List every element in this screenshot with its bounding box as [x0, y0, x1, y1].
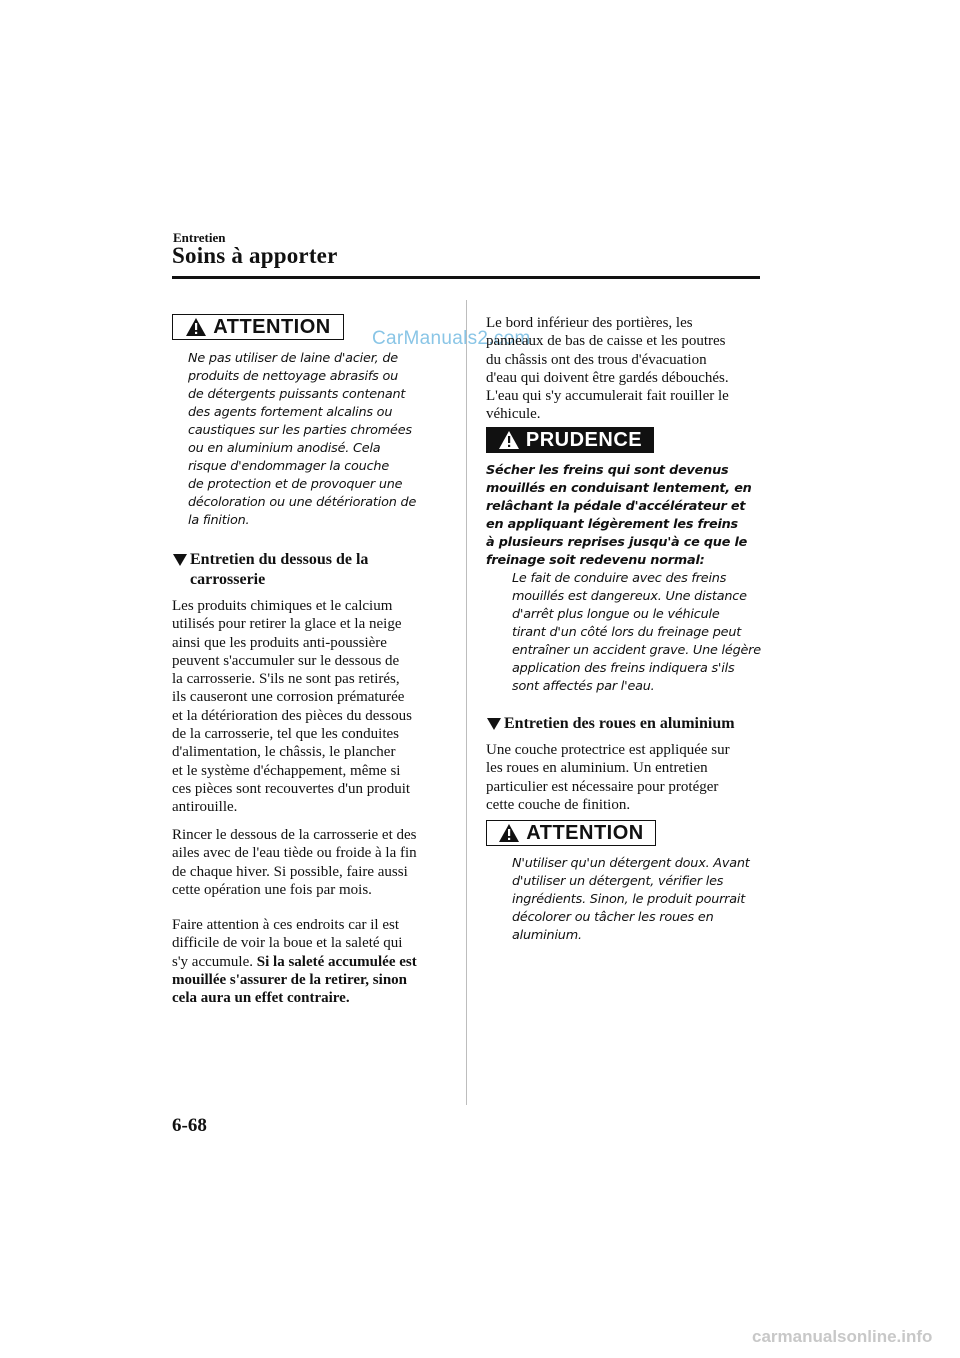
paragraph-aluminium-wheels: Une couche protectrice est appliquée sur les roues en aluminium. Un entretien particulier est nécessaire pour protéger cette couche de finition. — [486, 742, 730, 813]
column-divider — [466, 300, 467, 1105]
paragraph-drain-holes: Le bord inférieur des portières, les panneaux de bas de caisse et les poutres du châssis ont des trous d'évacuation d'eau qui doivent être gardés débouchés. L'eau qui s'y accumulerait fait rouiller le véhicule. — [486, 315, 729, 423]
attention-text-left: Ne pas utiliser de laine d'acier, de produits de nettoyage abrasifs ou de détergents puissants contenant des agents fortement alcalins ou caustiques sur les parties chromées ou en aluminium anodisé. Cela risque d'endommager la couche de protection et de provoquer une décoloration ou une détérioration de la finition. — [188, 351, 417, 528]
section-triangle-icon — [173, 554, 187, 566]
attention-text-right: N'utiliser qu'un détergent doux. Avant d'utiliser un détergent, vérifier les ingrédients. Sinon, le produit pourrait décolorer ou tâcher les roues en aluminium. — [512, 856, 750, 943]
watermark-top: CarManuals2.com — [372, 328, 531, 349]
prudence-label: PRUDENCE — [525, 428, 643, 451]
paragraph-underbody-3-bold: Si la saleté accumulée est mouillée s'assurer de la retirer, sinon cela aura un effet contraire. — [172, 953, 417, 1007]
page-title: Soins à apporter — [172, 243, 338, 268]
attention-box-left — [172, 314, 344, 340]
section-label: Entretien — [173, 230, 226, 245]
warning-triangle-icon — [498, 430, 520, 450]
page-number: 6-68 — [172, 1115, 207, 1136]
section-triangle-icon — [487, 718, 501, 730]
prudence-box — [486, 427, 654, 453]
section-heading-underbody: Entretien du dessous de la carrosserie — [190, 551, 369, 588]
prudence-text: Le fait de conduire avec des freins mouillés est dangereux. Une distance d'arrêt plus longue ou le véhicule tirant d'un côté lors du freinage peut entraîner un accident grave. Une légère application des freins indiquera s'ils sont affectés par l'eau. — [512, 571, 761, 694]
header-rule — [172, 276, 760, 279]
warning-triangle-icon — [498, 823, 520, 843]
paragraph-underbody-1: Les produits chimiques et le calcium utilisés pour retirer la glace et la neige ainsi que les produits anti-poussière peuvent s'accumuler sur le dessous de la carrosserie. S'ils ne sont pas retirés, ils causeront une corrosion prématurée et la détérioration des pièces du dessous de la carrosserie, tel que les conduites d'alimentation, le châssis, le plancher et le système d'échappement, même si ces pièces sont recouvertes d'un produit antirouille. — [172, 598, 412, 816]
prudence-bold-text: Sécher les freins qui sont devenus mouillés en conduisant lentement, en relâchant la pédale d'accélérateur et en appliquant légèrement les freins à plusieurs reprises jusqu'à ce que le freinage soit redevenu normal: — [486, 463, 752, 568]
warning-triangle-icon — [185, 317, 207, 337]
section-heading-aluminium-wheels: Entretien des roues en aluminium — [504, 715, 735, 732]
attention-box-right — [486, 820, 656, 846]
paragraph-underbody-2: Rincer le dessous de la carrosserie et des ailes avec de l'eau tiède ou froide à la fin de chaque hiver. Si possible, faire aussi cette opération une fois par mois. — [172, 827, 417, 898]
paragraph-underbody-3: Faire attention à ces endroits car il est difficile de voir la boue et la saleté qui s'y accumule. Si la saleté accumulée est mouillée s'assurer de la retirer, sinon cela aura un effet contraire. — [172, 917, 417, 1007]
attention-label: ATTENTION — [526, 821, 644, 844]
attention-label: ATTENTION — [213, 315, 331, 338]
watermark-bottom: carmanualsonline.info — [752, 1327, 933, 1346]
